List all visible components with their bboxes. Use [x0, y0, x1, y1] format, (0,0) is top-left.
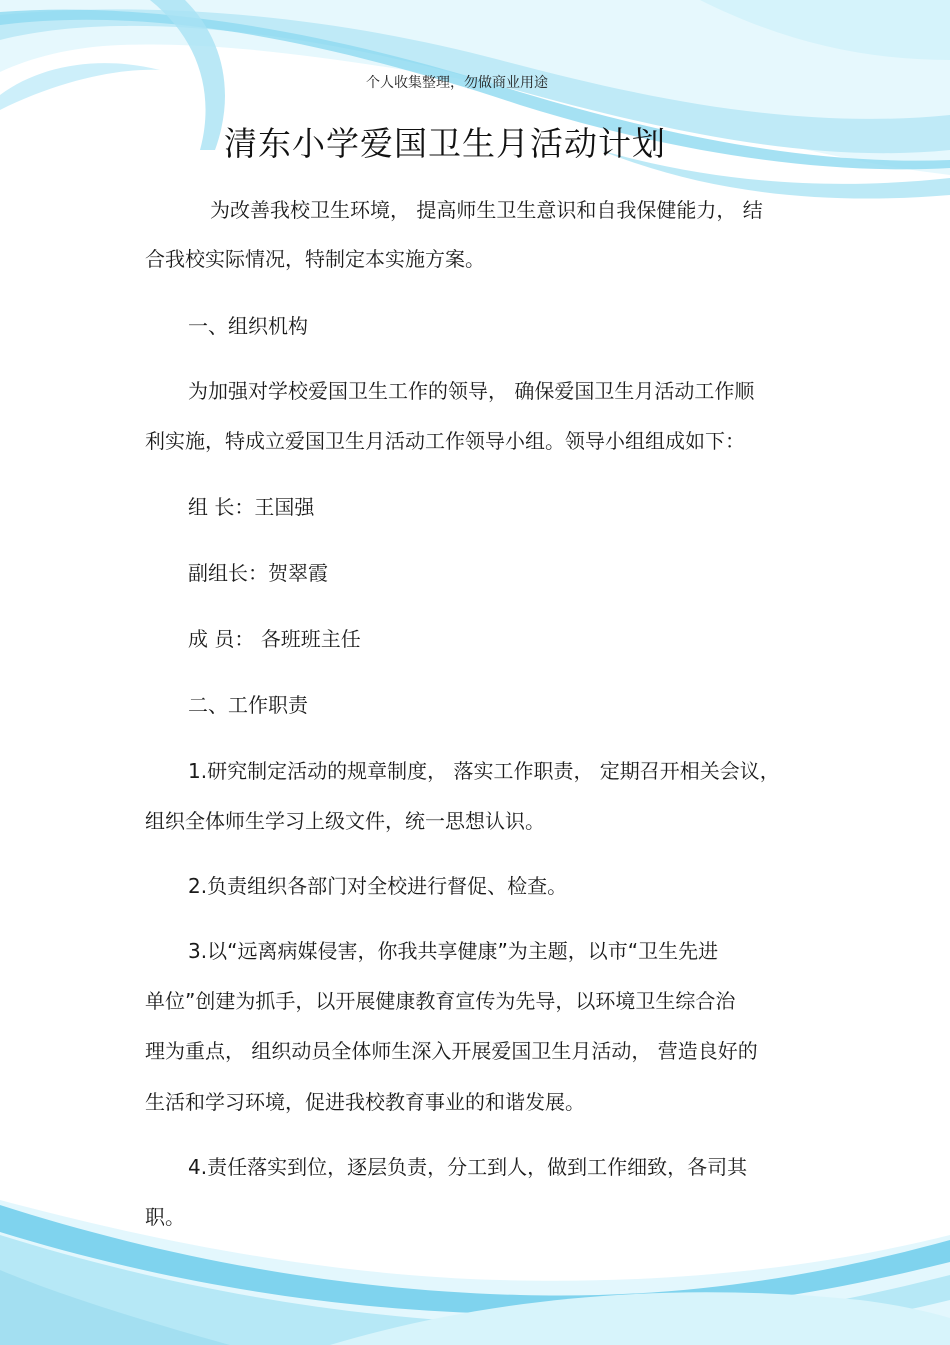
paragraph-line: 职。 [145, 1205, 185, 1229]
section-heading: 一、组织机构 [188, 314, 308, 338]
paragraph-line: 组织全体师生学习上级文件，统一思想认识。 [145, 809, 545, 833]
paragraph-line: 理为重点， 组织动员全体师生深入开展爱国卫生月活动， 营造良好的 [145, 1039, 758, 1063]
paragraph-line: 利实施，特成立爱国卫生月活动工作领导小组。领导小组组成如下： [145, 429, 745, 453]
paragraph-line: 为改善我校卫生环境， 提高师生卫生意识和自我保健能力， 结 [210, 198, 763, 222]
paragraph-line: 单位”创建为抓手，以开展健康教育宣传为先导，以环境卫生综合治 [145, 989, 736, 1013]
watermark-text: 个人收集整理，勿做商业用途 [366, 75, 548, 91]
paragraph-line: 4.责任落实到位，逐层负责，分工到人，做到工作细致，各司其 [188, 1155, 748, 1179]
member-line: 成 员： 各班班主任 [188, 627, 361, 651]
paragraph-line: 生活和学习环境，促进我校教育事业的和谐发展。 [145, 1090, 585, 1114]
paragraph-line: 3.以“远离病媒侵害，你我共享健康”为主题，以市“卫生先进 [188, 939, 719, 963]
paragraph-line: 合我校实际情况，特制定本实施方案。 [145, 247, 485, 271]
member-line: 组 长：王国强 [188, 495, 315, 519]
paragraph-line: 1.研究制定活动的规章制度， 落实工作职责， 定期召开相关会议， [188, 759, 780, 783]
paragraph-line: 2.负责组织各部门对全校进行督促、检查。 [188, 874, 568, 898]
paragraph-line: 为加强对学校爱国卫生工作的领导， 确保爱国卫生月活动工作顺 [188, 379, 755, 403]
section-heading: 二、工作职责 [188, 693, 308, 717]
member-line: 副组长：贺翠霞 [188, 561, 328, 585]
document-title: 清东小学爱国卫生月活动计划 [224, 124, 666, 163]
